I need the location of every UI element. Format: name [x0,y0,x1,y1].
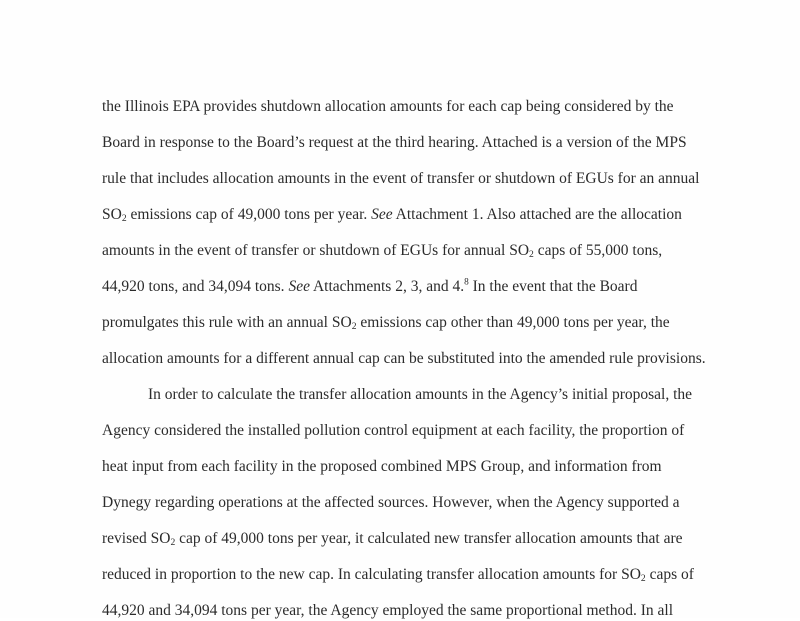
text-line: 44,920 tons, and 34,094 tons. See Attachments 2, 3, and 4.$^8$ In the event that the Board [102,277,638,295]
text-line: $SO_2$ emissions cap of 49,000 tons per year. See Attachment 1. Also attached are the allocation [102,206,682,224]
text-line: amounts in the event of transfer or shutdown of EGUs for annual $SO_2$ caps of 55,000 tons, [102,242,663,260]
text-line: revised $SO_2$ cap of 49,000 tons per year, it calculated new transfer allocation amounts that are [102,530,683,548]
subscript: 2 [351,320,357,332]
subscript: 2 [170,536,176,548]
subscript: 2 [529,248,534,260]
text-line: rule that includes allocation amounts in the event of transfer or shutdown of EGUs for an annual [102,170,700,187]
text-line: allocation amounts for a different annual cap can be substituted into the amended rule provisions. [102,350,706,367]
text-line: 44,920 and 34,094 tons per year, the Agency employed the same proportional method. In all [102,602,674,619]
subscript: 2 [121,212,127,224]
text-line: Agency considered the installed pollution control equipment at each facility, the proportion of [102,422,685,439]
paragraph-first-line: In order to calculate the transfer allocation amounts in the Agency’s initial proposal, the [148,386,693,403]
text-line: heat input from each facility in the proposed combined MPS Group, and information from [102,458,662,475]
text-line: the Illinois EPA provides shutdown allocation amounts for each cap being considered by the [102,98,674,115]
footnote-marker: 8 [464,277,469,288]
subscript: 2 [640,572,646,584]
citation-signal: See [371,206,393,223]
citation-signal: See [288,278,310,295]
text-line: promulgates this rule with an annual $SO_2$ emissions cap other than 49,000 tons per year, the [102,314,670,332]
text-line: Dynegy regarding operations at the affected sources. However, when the Agency supported a [102,494,680,511]
text-line: Board in response to the Board’s request at the third hearing. Attached is a version of the MPS [102,134,687,151]
text-line: reduced in proportion to the new cap. In calculating transfer allocation amounts for $SO_2$ caps of [102,566,694,584]
